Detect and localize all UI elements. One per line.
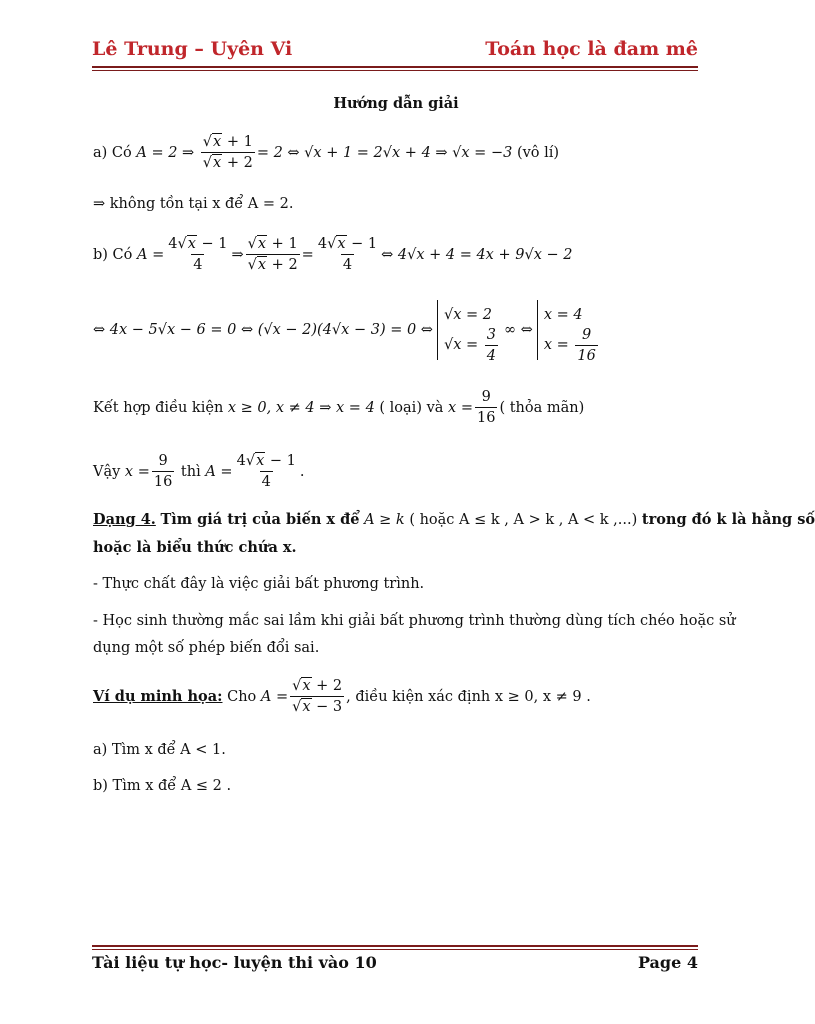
part-a-line: a) Có A = 2 ⇒ $\frac{√x + 1}{√x + 2}$ = 2 ⇔ √x + 1 = 2√x + 4 ⇒ √x = −3 (vô lí) bbox=[93, 134, 560, 171]
part-b-line: b) Có A = $\frac{4√x - 1}{4}$ ⇒ $\frac{√x + 1}{√x + 2}$ = $\frac{4√x - 1}{4}$ ⇔ 4√x + 4 = 4x + 9√x − 2 bbox=[93, 236, 573, 273]
part-a-conclusion: ⇒ không tồn tại x để A = 2. bbox=[93, 196, 294, 212]
header-author: Lê Trung – Uyên Vi bbox=[92, 38, 293, 60]
part-a-eq: A = 2 ⇒ bbox=[136, 144, 195, 161]
dang4-line1: Dạng 4. Tìm giá trị của biến x để A ≥ k ( hoặc A ≤ k , A > k , A < k ,...) trong đó k là hằng số bbox=[93, 511, 815, 528]
part-b-solve: ⇔ 4x − 5√x − 6 = 0 ⇔ (√x − 2)(4√x − 3) = 0 ⇔ √x = 2 √x = 3 4 ∞ ⇔ x = 4 x = 9 16 bbox=[93, 300, 604, 360]
part-a-note: (vô lí) bbox=[516, 144, 560, 161]
combine-line: Kết hợp điều kiện x ≥ 0, x ≠ 4 ⇒ x = 4 ( loại) và x = $\frac{9}{16}$ ( thỏa mãn) bbox=[93, 389, 585, 426]
header-rule-thin bbox=[92, 70, 698, 71]
section-title: Hướng dẫn giải bbox=[333, 95, 459, 112]
fraction: $\frac{√x + 1}{√x + 2}$ bbox=[247, 236, 298, 273]
bullet-2b: dụng một số phép biến đổi sai. bbox=[93, 640, 320, 656]
header-motto: Toán học là đam mê bbox=[485, 38, 698, 60]
system-left: √x = 2 √x = 3 4 bbox=[437, 300, 500, 360]
page-header bbox=[92, 38, 698, 66]
page-number: Page 4 bbox=[637, 953, 698, 972]
fraction: $\frac{√x + 1}{√x + 2}$ bbox=[202, 134, 253, 171]
dang4-line2: hoặc là biểu thức chứa x. bbox=[93, 539, 297, 556]
footer-title: Tài liệu tự học- luyện thi vào 10 bbox=[92, 953, 377, 972]
vay-line: Vậy x = $\frac{9}{16}$ thì A = $\frac{4√x - 1}{4}$ . bbox=[93, 453, 305, 490]
dang4-heading: Dạng 4. bbox=[93, 511, 156, 528]
fraction: $\frac{4√x - 1}{4}$ bbox=[317, 236, 378, 273]
bullet-1: - Thực chất đây là việc giải bất phương trình. bbox=[93, 576, 425, 592]
task-b: b) Tìm x để A ≤ 2 . bbox=[93, 778, 232, 794]
part-a-rhs: = 2 ⇔ √x + 1 = 2√x + 4 ⇒ √x = −3 bbox=[256, 144, 513, 161]
footer-rule bbox=[92, 945, 698, 947]
bullet-2a: - Học sinh thường mắc sai lầm khi giải bất phương trình thường dùng tích chéo hoặc sử bbox=[93, 613, 736, 629]
task-a: a) Tìm x để A < 1. bbox=[93, 742, 226, 758]
header-rule bbox=[92, 66, 698, 68]
system-right: x = 4 x = 9 16 bbox=[537, 300, 600, 360]
fraction: $\frac{4√x - 1}{4}$ bbox=[168, 236, 228, 273]
footer-rule-thin bbox=[92, 949, 698, 950]
example-line: Ví dụ minh họa: Cho A = $\frac{√x + 2}{√x - 3}$ , điều kiện xác định x ≥ 0, x ≠ 9 . bbox=[93, 678, 591, 715]
